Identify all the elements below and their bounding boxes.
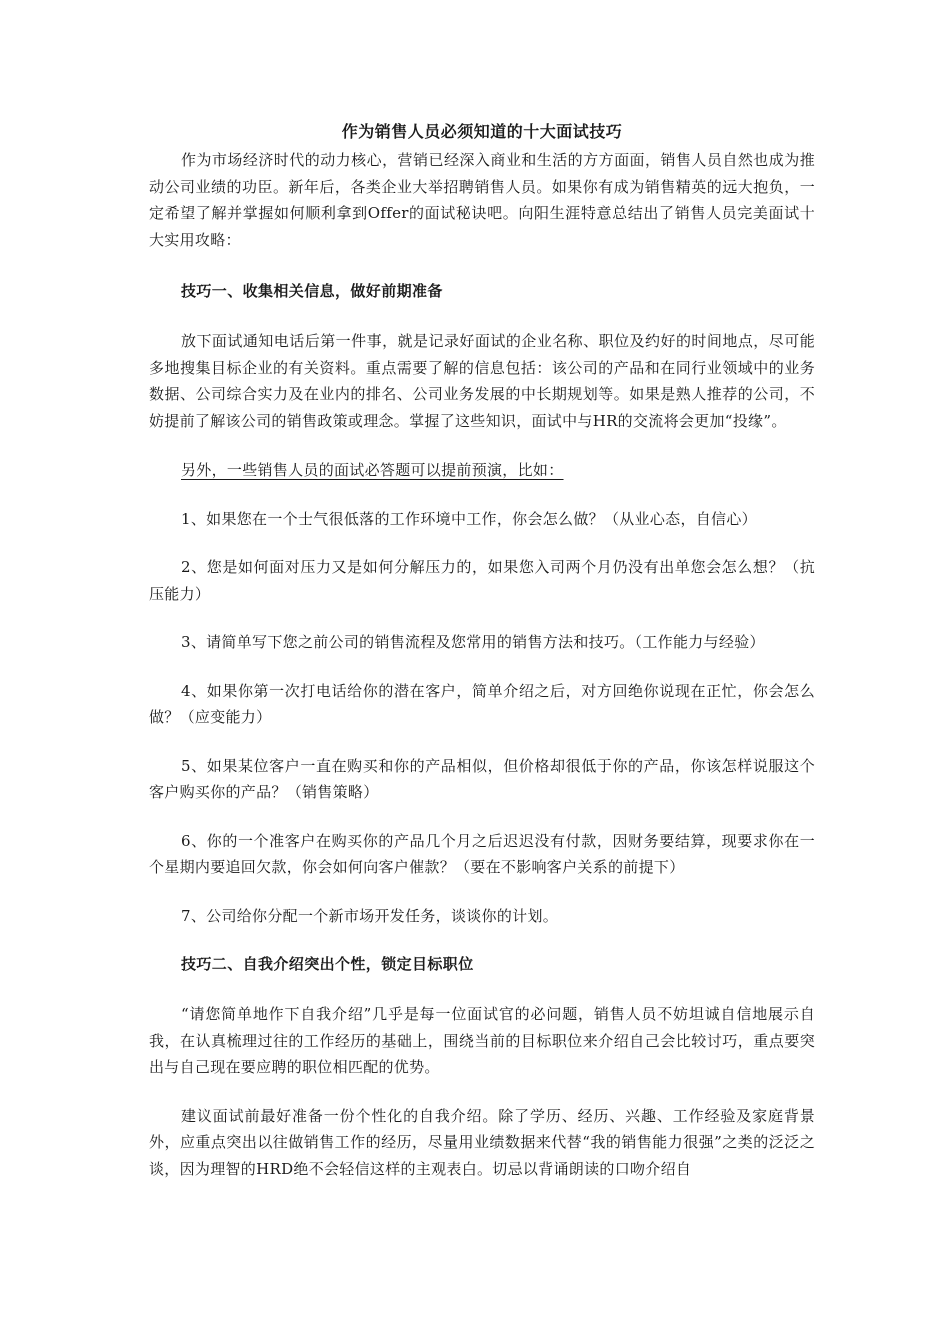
- questions-intro-note: [149, 457, 815, 484]
- question-item-1: 1、如果您在一个士气很低落的工作环境中工作，你会怎么做？（从业心态，自信心）: [181, 509, 757, 528]
- question-item-4: 4、如果你第一次打电话给你的潜在客户，简单介绍之后，对方回绝你说现在正忙，你会怎么做？（应变能力）: [149, 681, 815, 726]
- question-item-3: 3、请简单写下您之前公司的销售流程及您常用的销售方法和技巧。（工作能力与经验）: [181, 633, 765, 651]
- document-page: [149, 119, 815, 1182]
- section1-paragraph: 放下面试通知电话后第一件事，就是记录好面试的企业名称、职位及约好的时间地点，尽可能多地搜集目标企业的有关资料。重点需要了解的信息包括：该公司的产品和在同行业领域中的业务数据、公司综合实力及在业内的排名、公司业务发展的中长期规划等。如果是熟人推荐的公司，不妨提前了解该公司的销售政策或理念。掌握了这些知识，面试中与HR的交流将会更加“投缘”。: [149, 332, 815, 430]
- question-item-6: 6、你的一个准客户在购买你的产品几个月之后迟迟没有付款，因财务要结算，现要求你在一个星期内要追回欠款，你会如何向客户催款？（要在不影响客户关系的前提下）: [149, 831, 815, 876]
- section-heading-2: 技巧二、自我介绍突出个性，锁定目标职位: [181, 955, 474, 973]
- section2-paragraph-2: 建议面试前最好准备一份个性化的自我介绍。除了学历、经历、兴趣、工作经验及家庭背景外，应重点突出以往做销售工作的经历，尽量用业绩数据来代替“我的销售能力很强”之类的泛泛之谈，因为理智的HRD绝不会轻信这样的主观表白。切忌以背诵朗读的口吻介绍自: [149, 1106, 815, 1178]
- question-item-7: 7、公司给你分配一个新市场开发任务，谈谈你的计划。: [181, 906, 559, 925]
- section-heading-1: 技巧一、收集相关信息，做好前期准备: [181, 282, 443, 300]
- intro-paragraph: 作为市场经济时代的动力核心，营销已经深入商业和生活的方方面面，销售人员自然也成为推动公司业绩的功臣。新年后，各类企业大举招聘销售人员。如果你有成为销售精英的远大抱负，一定希望了解并掌握如何顺利拿到Offer的面试秘诀吧。向阳生涯特意总结出了销售人员完美面试十大实用攻略：: [149, 151, 815, 249]
- question-item-5: 5、如果某位客户一直在购买和你的产品相似，但价格却很低于你的产品，你该怎样说服这个客户购买你的产品？（销售策略）: [149, 756, 815, 801]
- question-item-2: 2、您是如何面对压力又是如何分解压力的，如果您入司两个月仍没有出单您会怎么想？（抗压能力）: [149, 558, 815, 603]
- questions-intro-text: 另外，一些销售人员的面试必答题可以提前预演，比如：: [181, 461, 564, 479]
- section2-paragraph-1: “请您简单地作下自我介绍”几乎是每一位面试官的必问题，销售人员不妨坦诚自信地展示自我，在认真梳理过往的工作经历的基础上，围绕当前的目标职位来介绍自己会比较讨巧，重点要突出与自己现在要应聘的职位相匹配的优势。: [149, 1005, 815, 1076]
- document-title: 作为销售人员必须知道的十大面试技巧: [341, 122, 623, 141]
